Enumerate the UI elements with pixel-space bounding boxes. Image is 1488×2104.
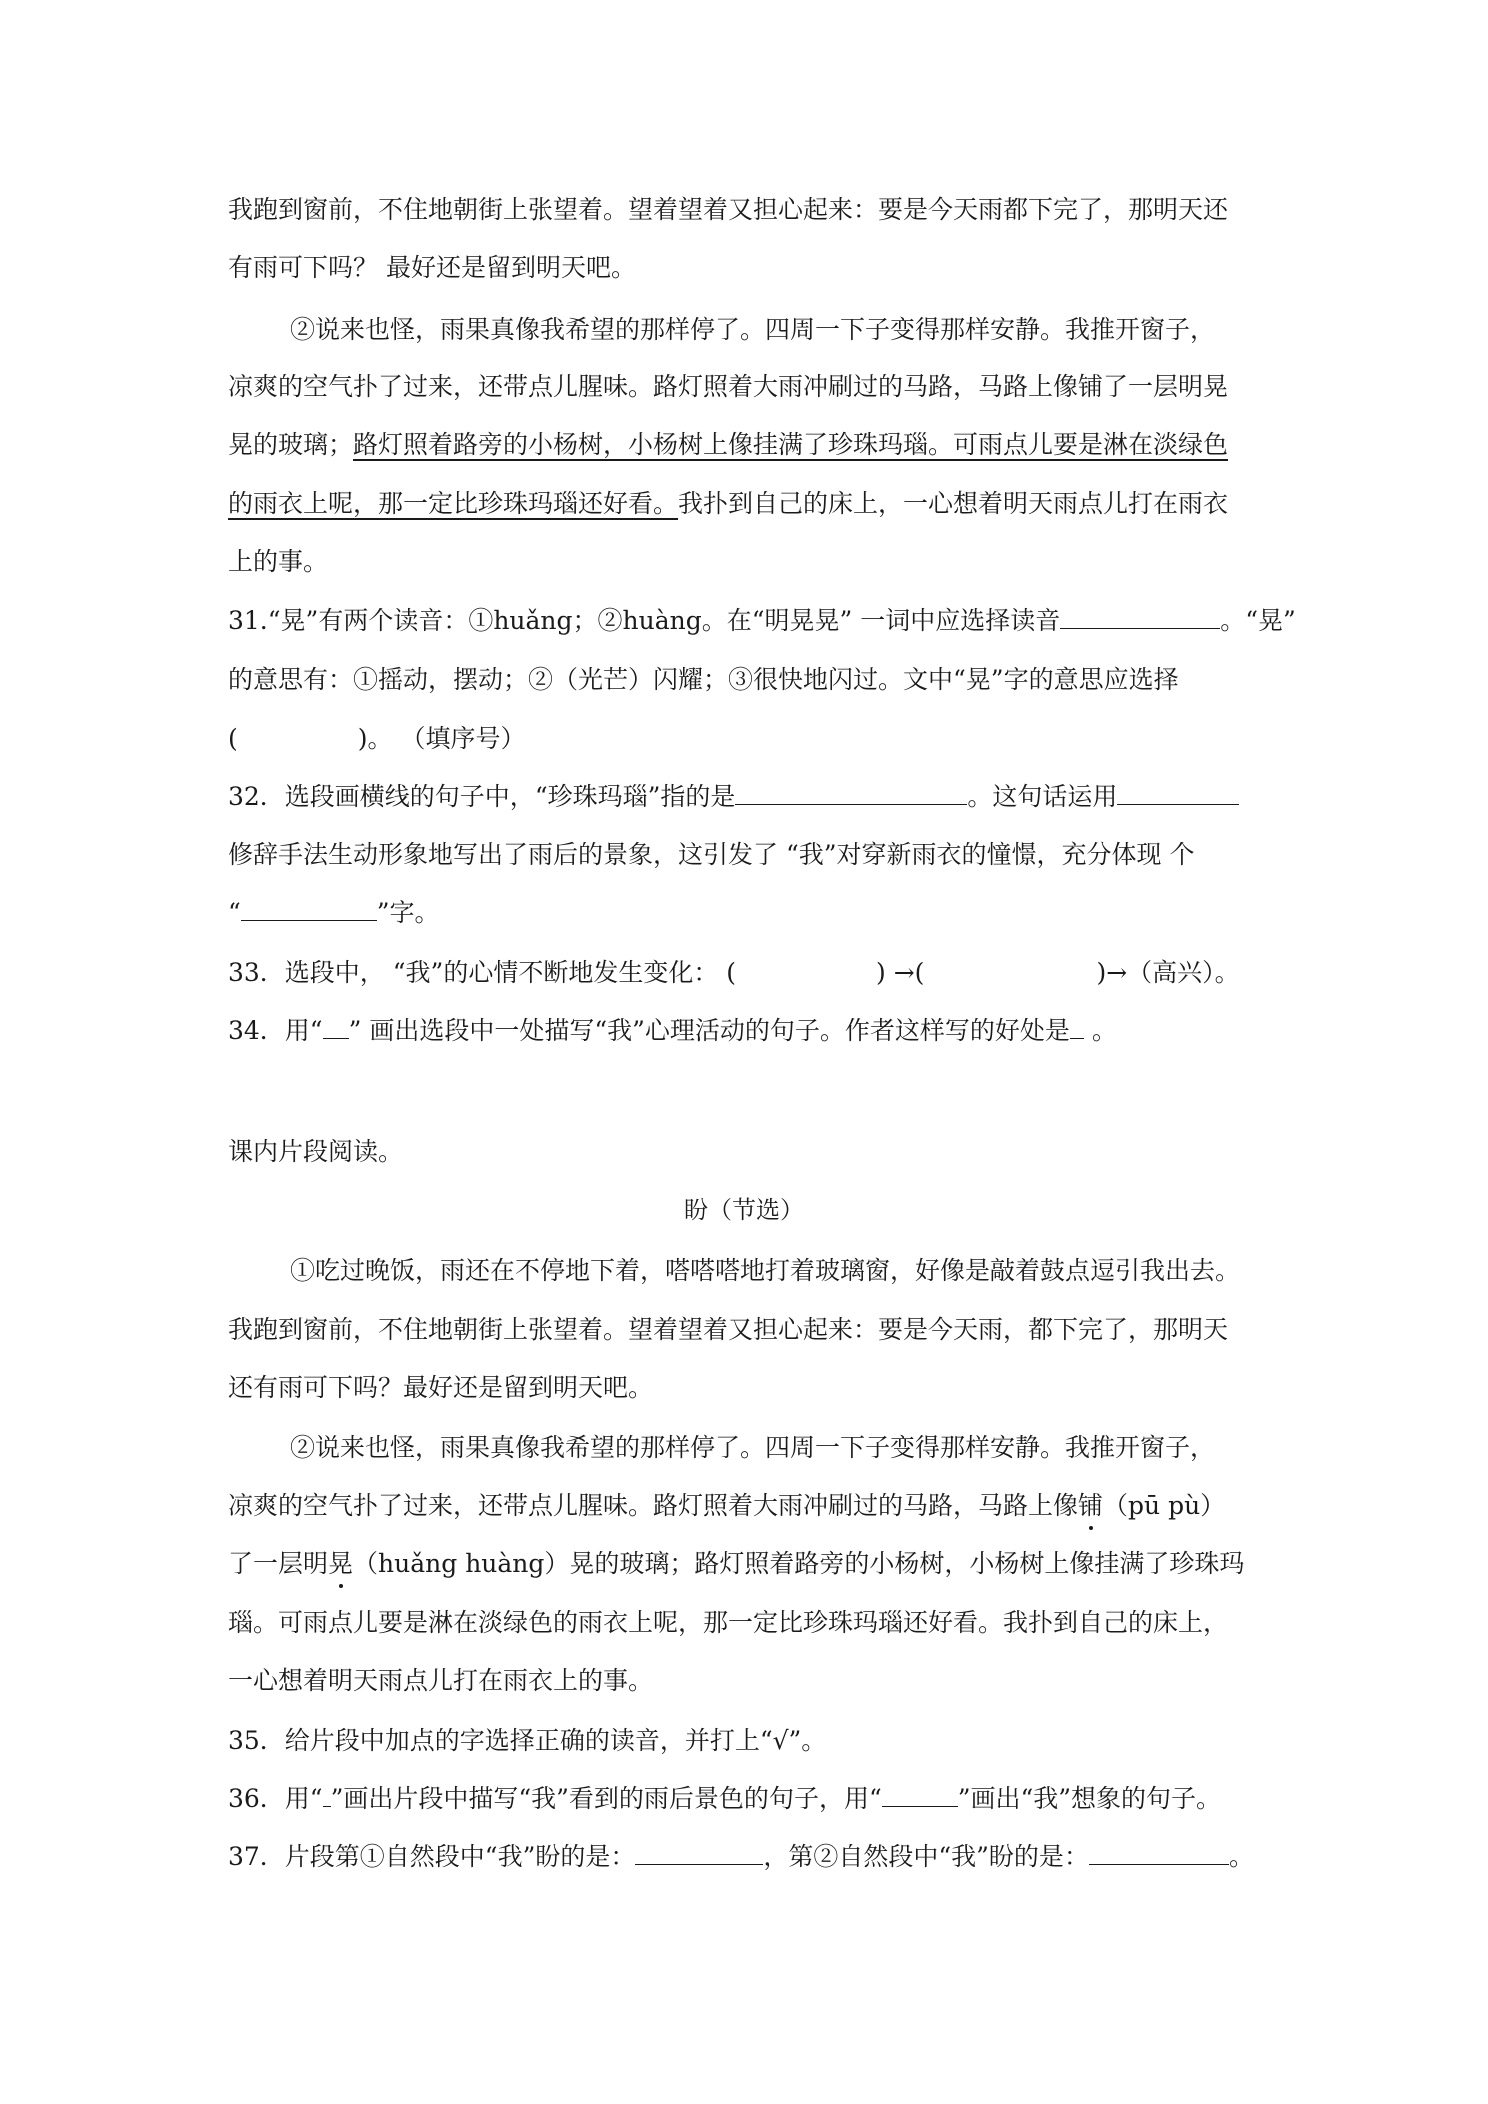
pinyin-options-huang[interactable]: （huǎng huàng）晃的玻璃；路灯照着路旁的小杨树，小杨树上像挂满了珍珠玛 bbox=[353, 1549, 1245, 1578]
dotted-char-huang: 晃 bbox=[328, 1547, 353, 1581]
q32-text-a: 32．选段画横线的句子中，“珍珠玛瑙”指的是 bbox=[228, 782, 736, 811]
q32-quote-open: “ bbox=[228, 898, 241, 927]
passage1-line-2: 有雨可下吗？ 最好还是留到明天吧。 bbox=[228, 253, 636, 282]
q32-answer-blank-1[interactable] bbox=[735, 782, 967, 805]
q32-answer-blank-3[interactable] bbox=[241, 898, 377, 921]
passage1-line-3: ②说来也怪，雨果真像我希望的那样停了。四周一下子变得那样安静。我推开窗子， bbox=[290, 315, 1216, 344]
q34-underline-sample bbox=[323, 1016, 349, 1039]
passage2-line-1: ①吃过晚饭，雨还在不停地下着，嗒嗒嗒地打着玻璃窗，好像是敲着鼓点逗引我出去。 bbox=[290, 1256, 1241, 1285]
q37-text-c: 。 bbox=[1228, 1842, 1254, 1871]
passage1-line-5 bbox=[228, 428, 1270, 462]
question-31-line-2: 的意思有：①摇动，摆动；②（光芒）闪耀；③很快地闪过。文中“晃”字的意思应选择 bbox=[228, 665, 1179, 694]
underlined-sentence: 路灯照着路旁的小杨树，小杨树上像挂满了珍珠玛瑙。可雨点儿要是淋在淡绿色 bbox=[353, 430, 1229, 459]
q34-text-a: 34．用“ bbox=[228, 1016, 323, 1045]
q36-text-a: 36．用“ bbox=[228, 1784, 323, 1813]
passage2-line-2: 我跑到窗前，不住地朝街上张望着。望着望着又担心起来：要是今天雨，都下完了，那明天 bbox=[228, 1315, 1229, 1344]
q33-text-b: ) →( bbox=[876, 958, 925, 987]
passage1-line-7: 上的事。 bbox=[228, 547, 329, 576]
passage2-line-7: 瑙。可雨点儿要是淋在淡绿色的雨衣上呢，那一定比珍珠玛瑙还好看。我扑到自己的床上， bbox=[228, 1608, 1229, 1637]
passage1-line-6 bbox=[228, 487, 1270, 521]
q31-answer-blank-1[interactable] bbox=[1060, 606, 1220, 629]
question-36 bbox=[228, 1782, 1270, 1816]
q36-text-b: ”画出片段中描写“我”看到的雨后景色的句子，用“ bbox=[330, 1784, 882, 1813]
q32-quote-close: ”字。 bbox=[376, 898, 440, 927]
passage1-line-4: 凉爽的空气扑了过来，还带点儿腥味。路灯照着大雨冲刷过的马路，马路上像铺了一层明晃 bbox=[228, 372, 1229, 401]
question-32-line-2: 修辞手法生动形象地写出了雨后的景象，这引发了 “我”对穿新雨衣的憧憬，充分体现 个 bbox=[228, 840, 1195, 869]
dotted-char-pu: 铺 bbox=[1078, 1489, 1103, 1523]
question-35: 35．给片段中加点的字选择正确的读音，并打上“√”。 bbox=[228, 1726, 827, 1755]
q34-text-b: ” 画出选段中一处描写“我”心理活动的句子。作者这样写的好处是 bbox=[348, 1016, 1070, 1045]
passage2-line-6 bbox=[228, 1547, 1270, 1581]
question-31-line-3 bbox=[228, 722, 1270, 756]
q34-answer-blank[interactable] bbox=[1070, 1016, 1084, 1039]
question-31 bbox=[228, 604, 1296, 638]
q31-text-a: 31.“晃”有两个读音：①huǎng；②huàng。在“明晃晃” 一词中应选择读音 bbox=[228, 606, 1061, 635]
q36-text-c: ”画出“我”想象的句子。 bbox=[957, 1784, 1222, 1813]
q36-underline-sample-1 bbox=[323, 1784, 331, 1807]
question-37 bbox=[228, 1840, 1270, 1874]
q37-text-b: ，第②自然段中“我”盼的是： bbox=[763, 1842, 1089, 1871]
q33-text-c: )→（高兴）。 bbox=[1096, 958, 1240, 987]
pinyin-options-pu[interactable]: （pū pù） bbox=[1103, 1491, 1226, 1520]
q32-text-b: 。这句话运用 bbox=[967, 782, 1118, 811]
q36-underline-sample-2 bbox=[882, 1784, 958, 1807]
passage1-line-5-text: 晃的玻璃； bbox=[228, 430, 354, 459]
passage2-line-5-text: 凉爽的空气扑了过来，还带点儿腥味。路灯照着大雨冲刷过的马路，马路上像 bbox=[228, 1491, 1079, 1520]
passage1-line-1: 我跑到窗前，不住地朝街上张望着。望着望着又担心起来：要是今天雨都下完了，那明天还 bbox=[228, 195, 1229, 224]
question-33 bbox=[228, 956, 1270, 990]
underlined-sentence-end: 的雨衣上呢，那一定比珍珠玛瑙还好看。 bbox=[228, 489, 679, 518]
q37-text-a: 37．片段第①自然段中“我”盼的是： bbox=[228, 1842, 636, 1871]
q31-paren-close: )。 （填序号） bbox=[357, 724, 526, 753]
q32-answer-blank-2[interactable] bbox=[1117, 782, 1239, 805]
passage2-line-5 bbox=[228, 1489, 1270, 1523]
passage1-line-6-text: 我扑到自己的床上，一心想着明天雨点儿打在雨衣 bbox=[678, 489, 1229, 518]
passage2-line-8: 一心想着明天雨点儿打在雨衣上的事。 bbox=[228, 1666, 654, 1695]
passage2-line-6-text: 了一层明 bbox=[228, 1549, 329, 1578]
q34-text-c: 。 bbox=[1083, 1016, 1117, 1045]
q31-paren-open: ( bbox=[228, 724, 238, 753]
passage2-line-4: ②说来也怪，雨果真像我希望的那样停了。四周一下子变得那样安静。我推开窗子， bbox=[290, 1433, 1216, 1462]
q37-answer-blank-2[interactable] bbox=[1089, 1842, 1229, 1865]
question-32-line-3 bbox=[228, 896, 1270, 930]
question-32 bbox=[228, 780, 1270, 814]
q31-text-b: 。“晃” bbox=[1220, 606, 1296, 635]
q33-text-a: 33．选段中， “我”的心情不断地发生变化： ( bbox=[228, 958, 737, 987]
question-34 bbox=[228, 1014, 1270, 1048]
section-heading: 课内片段阅读。 bbox=[228, 1137, 404, 1166]
passage-title: 盼（节选） bbox=[684, 1196, 804, 1224]
passage2-line-3: 还有雨可下吗？最好还是留到明天吧。 bbox=[228, 1373, 654, 1402]
q37-answer-blank-1[interactable] bbox=[635, 1842, 763, 1865]
